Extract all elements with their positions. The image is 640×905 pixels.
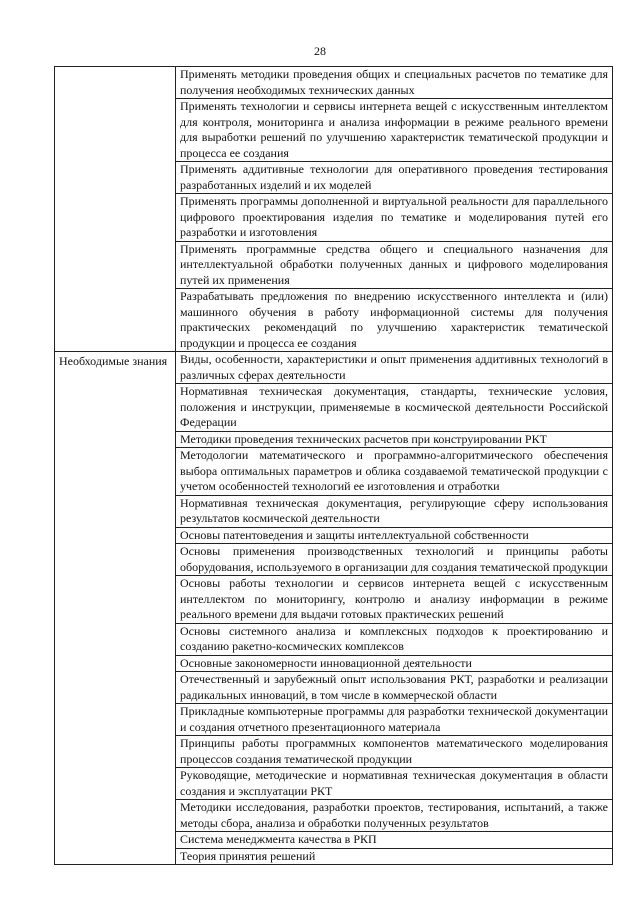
skill-cell bbox=[176, 67, 613, 99]
category-cell-skills bbox=[55, 67, 176, 352]
knowledge-text: Методологии математического и программно-алгоритмического обеспечения выбора оптимальных параметров и облика создаваемой тематической продукции с учетом особенностей технологий ее изготовления и отработки bbox=[180, 448, 608, 493]
knowledge-cell bbox=[176, 623, 613, 655]
skill-text: Применять технологии и сервисы интернета вещей с искусственным интеллектом для контроля, мониторинга и анализа информации в режиме реального времени для выработки решений по улучшению характеристик тематической продукции и процесса ее создания bbox=[180, 99, 608, 160]
requirements-table bbox=[54, 66, 613, 865]
skill-text: Применять программы дополненной и виртуальной реальности для параллельного цифрового проектирования изделия по тематике и моделирования путей его разработки и изготовления bbox=[180, 194, 608, 239]
knowledge-cell bbox=[176, 736, 613, 768]
knowledge-text: Основы применения производственных технологий и принципы работы оборудования, используемого в организации для создания тематической продукции bbox=[180, 544, 608, 574]
knowledge-cell bbox=[176, 431, 613, 448]
knowledge-row bbox=[55, 352, 613, 384]
skill-text: Применять аддитивные технологии для оперативного проведения тестирования разработанных изделий и их моделей bbox=[180, 162, 608, 192]
knowledge-text: Принципы работы программных компонентов математического моделирования процессов создания тематической продукции bbox=[180, 736, 608, 766]
knowledge-text: Методики исследования, разработки проектов, тестирования, испытаний, а также методы сбора, анализа и обработки полученных результатов bbox=[180, 800, 608, 830]
knowledge-cell bbox=[176, 495, 613, 527]
page-number: 28 bbox=[314, 44, 326, 58]
knowledge-cell bbox=[176, 544, 613, 576]
skill-text: Применять программные средства общего и специального назначения для интеллектуальной обработки полученных данных и цифрового моделирования путей их применения bbox=[180, 241, 608, 287]
knowledge-cell bbox=[176, 800, 613, 832]
knowledge-cell bbox=[176, 448, 613, 496]
skill-text: Разрабатывать предложения по внедрению искусственного интеллекта и (или) машинного обучения в работу информационной системы для получения практических рекомендаций по улучшению характеристик тематической продукции и процесса ее создания bbox=[180, 289, 608, 350]
knowledge-cell bbox=[176, 704, 613, 736]
knowledge-text: Нормативная техническая документация, регулирующие сферу использования результатов космической деятельности bbox=[180, 495, 608, 525]
knowledge-cell bbox=[176, 768, 613, 800]
knowledge-cell bbox=[176, 655, 613, 672]
skill-text: Применять методики проведения общих и специальных расчетов по тематике для получения необходимых технических данных bbox=[180, 67, 608, 97]
knowledge-text: Нормативная техническая документация, стандарты, технические условия, положения и инструкции, применяемые в космической деятельности Российской Федерации bbox=[180, 384, 608, 429]
knowledge-cell bbox=[176, 352, 613, 384]
skill-cell bbox=[176, 162, 613, 194]
skill-cell bbox=[176, 194, 613, 242]
knowledge-text: Руководящие, методические и нормативная техническая документация в области создания и эксплуатации РКТ bbox=[180, 768, 608, 798]
knowledge-cell bbox=[176, 576, 613, 624]
knowledge-cell bbox=[176, 527, 613, 544]
knowledge-cell bbox=[176, 672, 613, 704]
knowledge-cell bbox=[176, 832, 613, 849]
knowledge-text: Основы работы технологии и сервисов интернета вещей с искусственным интеллектом по мониторингу, контролю и анализу информации в режиме реального времени для выдачи готовых практических решений bbox=[180, 576, 608, 621]
knowledge-text: Основные закономерности инновационной деятельности bbox=[180, 655, 472, 670]
knowledge-cell bbox=[176, 384, 613, 432]
skill-row bbox=[55, 67, 613, 99]
knowledge-text: Теория принятия решений bbox=[180, 848, 316, 863]
knowledge-text: Система менеджмента качества в РКП bbox=[180, 832, 377, 846]
skill-cell bbox=[176, 289, 613, 352]
knowledge-text: Виды, особенности, характеристики и опыт применения аддитивных технологий в различных сферах деятельности bbox=[180, 352, 608, 382]
category-cell-knowledge bbox=[55, 352, 176, 865]
knowledge-text: Прикладные компьютерные программы для разработки технической документации и создания отчетного презентационного материала bbox=[180, 704, 608, 734]
knowledge-text: Методики проведения технических расчетов при конструировании РКТ bbox=[180, 431, 547, 446]
skill-cell bbox=[176, 241, 613, 289]
skill-cell bbox=[176, 99, 613, 162]
knowledge-text: Основы патентоведения и защиты интеллектуальной собственности bbox=[180, 527, 529, 542]
knowledge-cell bbox=[176, 848, 613, 865]
knowledge-text: Основы системного анализа и комплексных подходов к проектированию и созданию ракетно-космических комплексов bbox=[180, 623, 608, 653]
knowledge-label: Необходимые знания bbox=[59, 354, 168, 368]
knowledge-text: Отечественный и зарубежный опыт использования РКТ, разработки и реализации радикальных инноваций, в том числе в коммерческой области bbox=[180, 672, 608, 702]
